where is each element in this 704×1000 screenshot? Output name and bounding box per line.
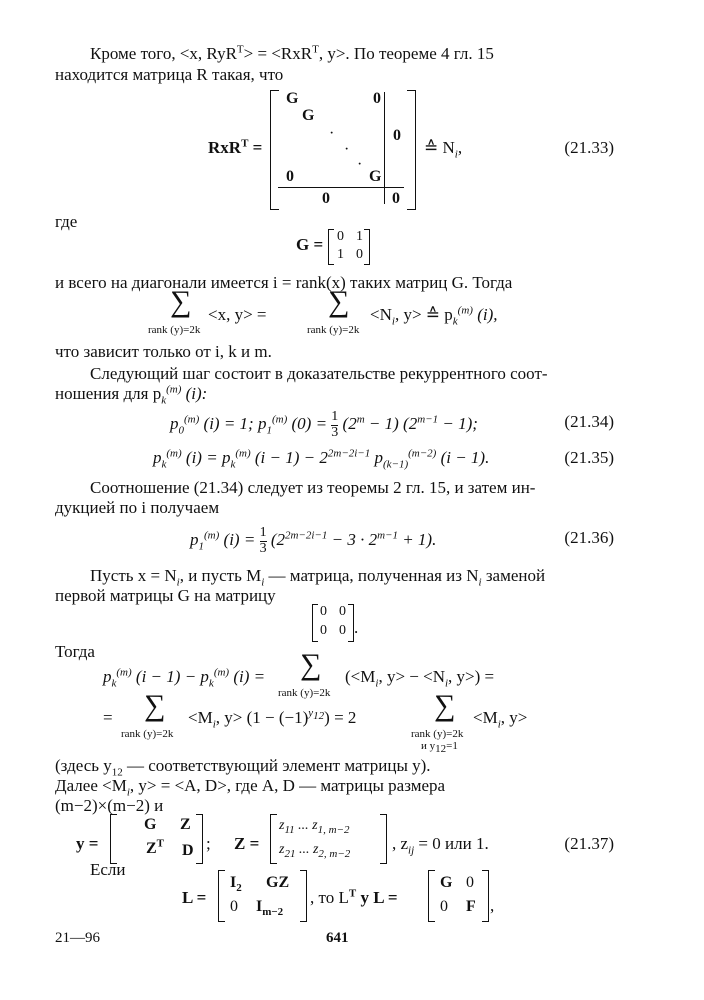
eq-2136: $p_1^{(m)}$ (i) = $\frac{1}{3}$ $(2^{2m-2i-1} - 3 \cdot 2^{m-1} + 1)$. [190,525,437,556]
para-diagonal: и всего на диагонали имеется i = rank(x) таких матриц G. Тогда [55,273,513,292]
para-let-x-line1: Пусть $x = N_i$, и пусть $M_i$ — матрица, полученная из $N_i$ заменой [90,566,546,589]
y-cell-D: D [182,842,194,859]
Z-matrix-left-bracket [270,814,277,864]
eq-L: L = [182,888,207,907]
eq-number-2133: (21.33) [564,138,614,157]
sum-5-index: rank (y)=2k [411,728,464,740]
G-definition-lhs: G = [296,235,324,254]
eq-2133-lhs: RxR$^T$ = [208,137,263,157]
block-G-1: G [286,90,299,107]
block-zero-corner: 0 [392,190,400,207]
page-number: 641 [326,930,349,946]
block-zero-right: 0 [393,127,401,144]
block-zero-topright: 0 [373,90,381,107]
sub-cell-21: 0 [320,623,327,638]
diag-dot-1: · [329,125,335,142]
block-zero-bottom: 0 [322,190,330,207]
Z-cell-row1: $z_{11}$ ... $z_{1, m-2}$ [279,818,350,836]
diag-dot-2: · [344,141,350,158]
G-cell-22: 0 [356,247,363,262]
eq-diff-rhs: ($<M_i$, $y> - <N_i$, y>) = [345,667,495,690]
sum-2-index: rank (y)=2k [307,324,360,336]
diag-dot-3: · [357,156,363,173]
L-cell-Im2: $I_{m-2}$ [256,898,284,919]
sum-symbol-1: ∑ [170,285,192,318]
y-cell-Z: Z [180,816,191,833]
para-relation-line1: Соотношение (21.34) следует из теоремы 2 гл. 15, и затем ин- [90,478,536,497]
sum-symbol-4: ∑ [144,689,166,722]
y-matrix-left-bracket [110,814,117,864]
para-intro-line2: находится матрица R такая, что [55,65,284,84]
block-horizontal-divider [278,187,404,188]
eq-2133-left-bracket [270,90,279,210]
G-cell-12: 1 [356,229,363,244]
sub-matrix-period: . [354,618,359,637]
LtyL-matrix-left-bracket [428,870,435,922]
eq-2137-y: y = [76,834,99,853]
eq-second-line-eq: = [103,708,113,727]
eq-diff-lhs: $p_k^{(m)}$ $(i - 1) - p_k^{(m)}$ (i) = [103,666,266,690]
L-cell-GZ: GZ [266,874,290,891]
eq-second-line-right: $<M_i$, y> [473,708,528,731]
Z-matrix-right-bracket [380,814,387,864]
para-relation-line2: дукцией по i получаем [55,498,220,517]
word-esli: Если [90,860,126,879]
eq-2133-rhs: ≙ $N_i$, [424,138,463,161]
eq-2137-Z: Z = [234,834,260,853]
eq-2134: $p_0^{(m)}$ (i) = 1; $p_1^{(m)}$ (0) = $\frac{1}{3}$ $(2^m - 1) (2^{m-1} - 1)$; [170,409,478,440]
G-cell-21: 1 [337,247,344,262]
para-here-y12: (здесь $y_{12}$ — соответствующий элемент матрицы y). [55,756,431,779]
block-G-last: G [369,168,382,185]
sub-matrix-left-bracket [312,604,318,642]
para-depends: что зависит только от i, k и m. [55,342,272,361]
G-matrix-left-bracket [328,229,334,265]
y-matrix-right-bracket [196,814,203,864]
eq-2137-semicolon: ; [206,834,211,853]
LtyL-cell-F: F [466,898,476,915]
sum-4-index: rank (y)=2k [121,728,174,740]
sub-cell-11: 0 [320,604,327,619]
sum-line-part-a: <x, y> = [208,305,267,324]
eq-number-2137: (21.37) [564,834,614,853]
sum-5-index-extra: и $y_{12}=1$ [421,740,458,756]
para-further-line2: (m−2)×(m−2) и [55,796,164,815]
eq-number-2135: (21.35) [564,448,614,467]
eq-LtyL: , то $L^T$ y L = [310,887,398,907]
Z-cell-row2: $z_{21}$ ... $z_{2, m-2}$ [279,842,351,860]
eq-second-line-middle: $<M_i$, $y> (1 - (-1)^{y_{12}}) = 2$ [188,707,357,731]
eq-2133-right-bracket [407,90,416,210]
sub-cell-22: 0 [339,623,346,638]
LtyL-matrix-right-bracket [482,870,489,922]
L-matrix-left-bracket [218,870,225,922]
L-matrix-right-bracket [300,870,307,922]
para-intro-line1: Кроме того, <x, RyR$^T$> = <RxR$^T$, y>. По теореме 4 гл. 15 [90,43,494,63]
para-next-step-line1: Следующий шаг состоит в доказательстве рекуррентного соот- [90,364,548,383]
eq-number-2136: (21.36) [564,528,614,547]
LtyL-cell-G: G [440,874,453,891]
sum-3-index: rank (y)=2k [278,687,331,699]
block-G-2: G [302,107,315,124]
sum-symbol-2: ∑ [328,285,350,318]
footer-signature: 21—96 [55,930,100,946]
G-matrix-right-bracket [364,229,370,265]
eq-2137-condition: , $z_{ij} = 0$ или 1. [392,834,489,857]
LtyL-cell-0a: 0 [466,874,474,891]
sum-line-part-b: $<N_i$, y> ≙ $p_k^{(m)}$ (i), [370,304,498,328]
para-further-line1: Далее $<M_i$, y> = <A, D>, где A, D — матрицы размера [55,776,446,799]
eq-LtyL-comma: , [490,896,495,915]
G-cell-11: 0 [337,229,344,244]
eq-2135: $p_k^{(m)}$ $(i) = p_k^{(m)}$ $(i - 1) - 2^{2m-2i-1}$ $p_{(k-1)}^{(m-2)}$ (i − 1). [153,447,490,471]
block-zero-bottomleft: 0 [286,168,294,185]
sum-1-index: rank (y)=2k [148,324,201,336]
LtyL-cell-0b: 0 [440,898,448,915]
sum-symbol-5: ∑ [434,689,456,722]
sum-symbol-3: ∑ [300,648,322,681]
L-cell-I2: $I_2$ [230,874,242,895]
word-gde: где [55,212,78,231]
para-let-x-line2: первой матрицы G на матрицу [55,586,276,605]
eq-number-2134: (21.34) [564,412,614,431]
word-togda: Тогда [55,642,95,661]
L-cell-0: 0 [230,898,238,915]
para-next-step-line2: ношения для $p_k^{(m)}$ (i): [55,383,208,407]
y-cell-G: G [144,816,157,833]
y-cell-ZT: $Z^T$ [146,837,165,857]
sub-cell-12: 0 [339,604,346,619]
